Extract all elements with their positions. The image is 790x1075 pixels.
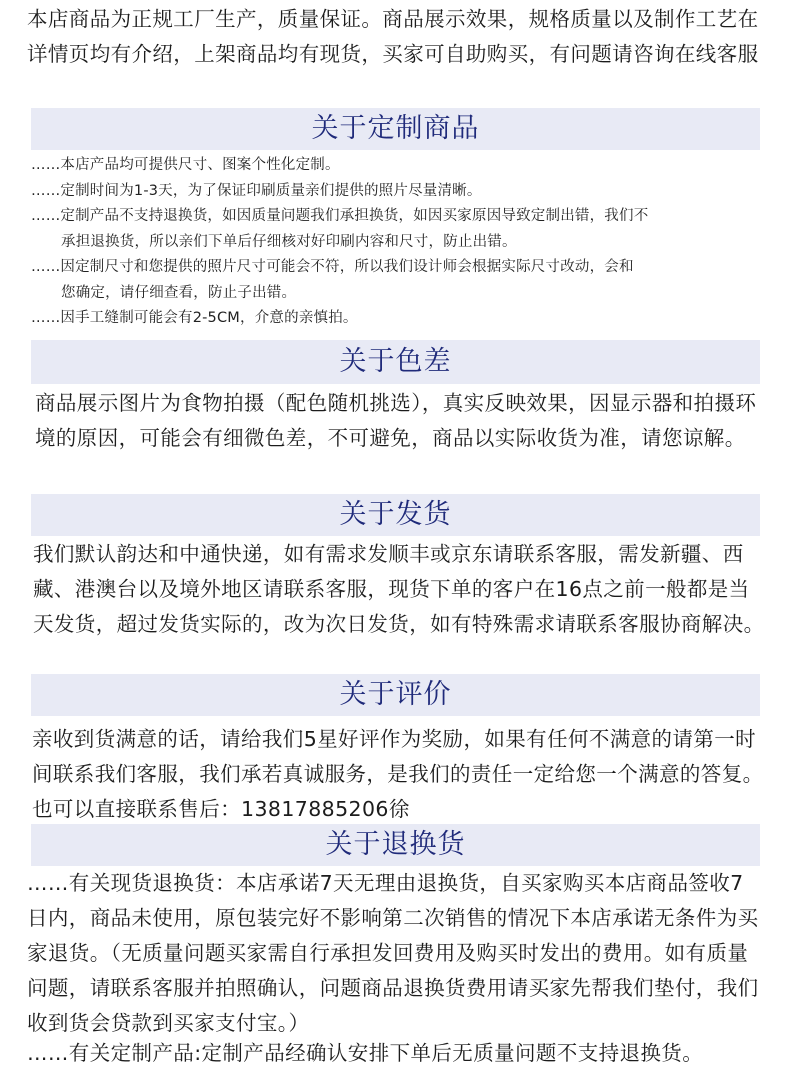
section-title: 关于发货: [339, 499, 452, 530]
section-header-returns: [31, 824, 760, 866]
custom-note-3: ……定制产品不支持退换货，如因质量问题我们承担换货，如因买家原因导致定制出错，我们不: [31, 208, 649, 224]
section-title: 关于评价: [339, 679, 452, 710]
shipping-paragraph: 我们默认韵达和中通快递，如有需求发顺丰或京东请联系客服，需发新疆、西藏、港澳台以及境外地区请联系客服，现货下单的客户在16点之前一般都是当天发货，超过发货实际的，改为次日发货，如有特殊需求请联系客服协商解决。: [33, 542, 765, 636]
custom-note-4-continued: 您确定，请仔细查看，防止子出错。: [61, 284, 297, 301]
intro-paragraph: 本店商品为正规工厂生产，质量保证。商品展示效果，规格质量以及制作工艺在详情页均有介绍，上架商品均有现货，买家可自助购买，有问题请咨询在线客服: [27, 7, 759, 66]
custom-note-4: ……因定制尺寸和您提供的照片尺寸可能会不符，所以我们设计师会根据实际尺寸改动，会和: [31, 259, 634, 275]
section-header-shipping: [31, 494, 760, 536]
section-title: 关于定制商品: [311, 113, 480, 144]
returns-custom-products-note: ……有关定制产品:定制产品经确认安排下单后无质量问题不支持退换货。: [27, 1041, 704, 1065]
custom-note-3-continued: 承担退换货，所以亲们下单后仔细核对好印刷内容和尺寸，防止出错。: [61, 233, 517, 250]
section-title: 关于色差: [339, 346, 452, 377]
section-header-color-difference: [31, 340, 760, 384]
custom-products-notes: [31, 153, 766, 332]
returns-paragraph: ……有关现货退换货：本店承诺7天无理由退换货，自买家购买本店商品签收7日内，商品未使用，原包装完好不影响第二次销售的情况下本店承诺无条件为买家退货。（无质量问题买家需自行承担发回费用及购买时发出的费用。如有质量问题，请联系客服并拍照确认，问题商品退换货费用请买家先帮我们垫付，我们收到货会贷款到买家支付宝。）: [27, 871, 759, 1035]
custom-note-2: ……定制时间为1-3天，为了保证印刷质量亲们提供的照片尽量清晰。: [31, 182, 482, 199]
reviews-paragraph: 亲收到货满意的话，请给我们5星好评作为奖励，如果有任何不满意的请第一时间联系我们客服，我们承若真诚服务，是我们的责任一定给您一个满意的答复。也可以直接联系售后：13817885206徐: [32, 727, 764, 821]
custom-note-5: ……因手工缝制可能会有2-5CM，介意的亲慎拍。: [31, 310, 358, 326]
section-header-reviews: [31, 674, 760, 716]
section-title: 关于退换货: [325, 829, 466, 860]
color-difference-paragraph: 商品展示图片为食物拍摄（配色随机挑选），真实反映效果，因显示器和拍摄环境的原因，可能会有细微色差，不可避免，商品以实际收货为准，请您谅解。: [35, 391, 757, 450]
section-header-custom-products: [31, 108, 760, 150]
custom-note-1: ……本店产品均可提供尺寸、图案个性化定制。: [31, 157, 340, 173]
